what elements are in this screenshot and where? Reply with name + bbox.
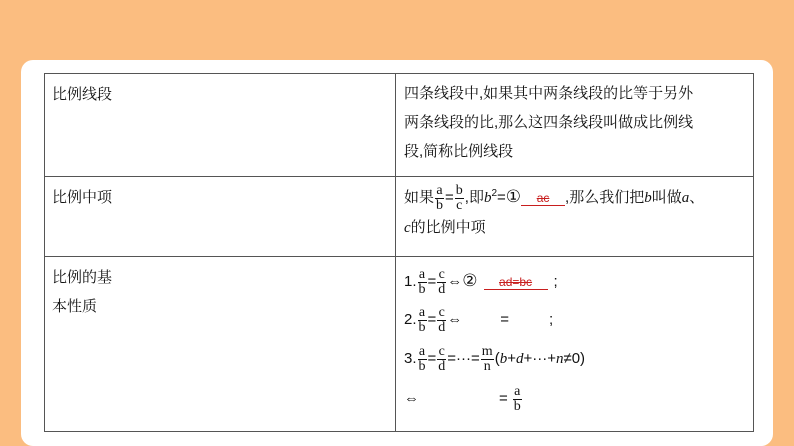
text-fragment: =···=	[447, 350, 480, 367]
term-label: 本性质	[52, 298, 98, 315]
definition-line: 四条线段中,如果其中两条线段的比等于另外	[404, 85, 694, 102]
numerator: a	[418, 343, 426, 359]
text-fragment: ,即	[464, 189, 484, 206]
numerator: b	[455, 182, 463, 198]
denominator: c	[456, 197, 463, 213]
fraction	[437, 345, 446, 374]
denominator: b	[436, 197, 444, 213]
fraction	[418, 268, 427, 297]
equals-sign: =	[445, 189, 454, 206]
numerator: a	[436, 182, 443, 198]
term-label: 比例线段	[52, 86, 113, 103]
denominator: d	[438, 281, 446, 297]
answer-blank[interactable]	[484, 275, 548, 290]
property-line-1	[404, 262, 749, 301]
text-fragment: ≠0)	[563, 350, 586, 367]
definition-line: 两条线段的比,那么这四条线段叫做成比例线	[404, 114, 694, 131]
variable: b	[483, 190, 492, 206]
numerator: m	[481, 343, 493, 359]
definition-line	[404, 213, 749, 243]
numerator: a	[418, 304, 426, 320]
equals-sign: =	[497, 189, 506, 206]
equals-sign: =	[427, 273, 437, 290]
property-line-4	[404, 379, 749, 419]
equivalence-arrow: ⇔	[447, 273, 463, 290]
equivalence-arrow: ⇔	[404, 390, 419, 407]
property-line-2	[404, 301, 749, 339]
equals-sign: =	[499, 390, 508, 407]
fraction	[437, 268, 446, 297]
table-row	[45, 177, 754, 257]
fraction	[513, 385, 522, 414]
term-label: 比例中项	[52, 189, 113, 206]
fraction	[435, 184, 444, 213]
answer-text: ad=bc	[499, 275, 533, 289]
numerator: c	[438, 304, 445, 320]
property-line-3	[404, 339, 749, 379]
definition-cell	[396, 177, 754, 257]
term-cell	[45, 257, 396, 432]
definition-line: 段,简称比例线段	[404, 143, 514, 160]
denominator: d	[438, 319, 446, 335]
numerator: c	[438, 343, 445, 359]
denominator: d	[438, 358, 446, 374]
table-row	[45, 257, 754, 432]
term-label: 比例的基	[52, 269, 113, 286]
text-fragment: 叫做	[651, 189, 682, 206]
text-fragment: +···+	[523, 350, 556, 367]
fraction	[418, 345, 427, 374]
denominator: b	[418, 281, 426, 297]
definition-line	[404, 182, 749, 213]
denominator: b	[418, 358, 426, 374]
text-fragment: ;	[553, 273, 558, 290]
text-fragment: ;	[549, 311, 554, 328]
exponent: 2	[491, 188, 498, 199]
variable: n	[555, 351, 564, 367]
variable: b	[644, 190, 652, 206]
equals-sign: =	[427, 350, 437, 367]
fraction	[418, 306, 427, 335]
term-cell	[45, 177, 396, 257]
denominator: n	[483, 358, 491, 374]
blank-marker: ②	[462, 271, 478, 290]
equivalence-arrow: ⇔	[447, 311, 463, 328]
definition-cell	[396, 257, 754, 432]
variable: d	[515, 351, 524, 367]
item-number: 1.	[404, 273, 417, 290]
answer-text: ac	[536, 191, 550, 205]
term-cell	[45, 74, 396, 177]
item-number: 3.	[404, 350, 417, 367]
variable: a	[681, 190, 690, 206]
blank-marker: ①	[505, 187, 522, 206]
equals-sign: =	[500, 311, 510, 328]
property-table	[44, 73, 754, 432]
answer-blank[interactable]	[521, 191, 565, 206]
numerator: a	[514, 383, 521, 399]
text-fragment: ,那么我们把	[565, 189, 645, 206]
text-fragment: 、	[689, 189, 705, 206]
text-fragment: +	[507, 350, 516, 367]
numerator: c	[438, 266, 445, 282]
denominator: b	[418, 319, 426, 335]
numerator: a	[418, 266, 426, 282]
fraction	[481, 345, 494, 374]
fraction	[455, 184, 464, 213]
fraction	[437, 306, 446, 335]
definition-cell	[396, 74, 754, 177]
table-row	[45, 74, 754, 177]
text-fragment: (	[494, 350, 500, 367]
variable: c	[404, 220, 411, 236]
variable: b	[499, 351, 508, 367]
item-number: 2.	[404, 311, 417, 328]
denominator: b	[513, 398, 521, 414]
equals-sign: =	[427, 311, 437, 328]
text-fragment: 的比例中项	[410, 219, 486, 236]
text-fragment: 如果	[404, 189, 435, 206]
